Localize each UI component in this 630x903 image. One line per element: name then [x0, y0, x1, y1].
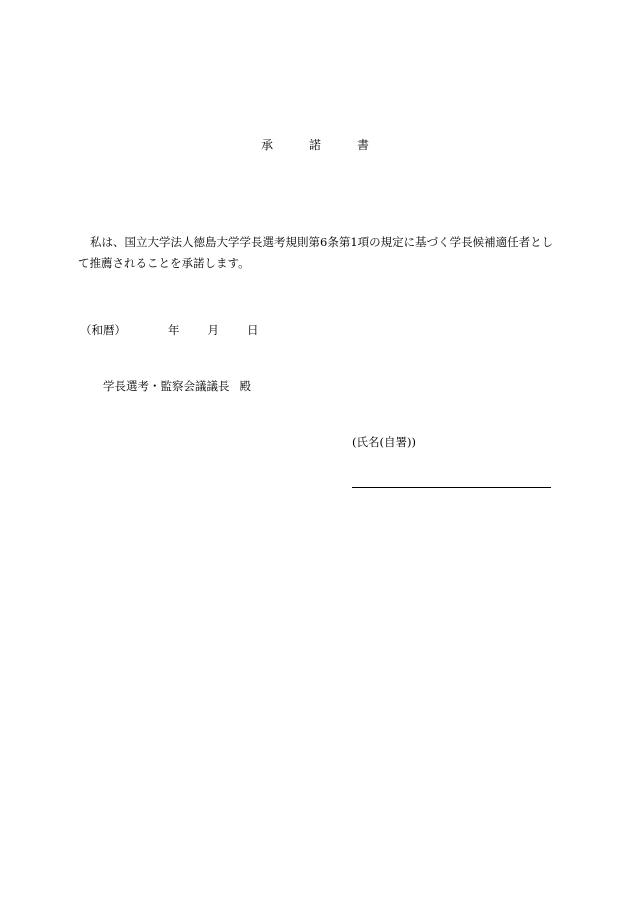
- consent-statement: 私は、国立大学法人徳島大学学長選考規則第6条第1項の規定に基づく学長候補適任者として推薦されることを承諾します。: [78, 235, 554, 270]
- document-title: [0, 136, 630, 153]
- title-char-2: 諾: [308, 138, 321, 152]
- addressee: [103, 378, 251, 394]
- date-era-label: （和暦）: [80, 323, 126, 337]
- addressee-name: 学長選考・監察会議議長: [103, 379, 230, 393]
- date-line: [80, 322, 259, 338]
- title-char-3: 書: [357, 138, 370, 152]
- date-year-label: 年: [168, 323, 180, 337]
- addressee-honorific: 殿: [239, 379, 251, 393]
- date-month-label: 月: [207, 323, 219, 337]
- date-day-label: 日: [247, 323, 259, 337]
- title-char-1: 承: [260, 138, 273, 152]
- signature-label: (氏名(自署)): [352, 435, 416, 449]
- signature-line[interactable]: [352, 487, 551, 488]
